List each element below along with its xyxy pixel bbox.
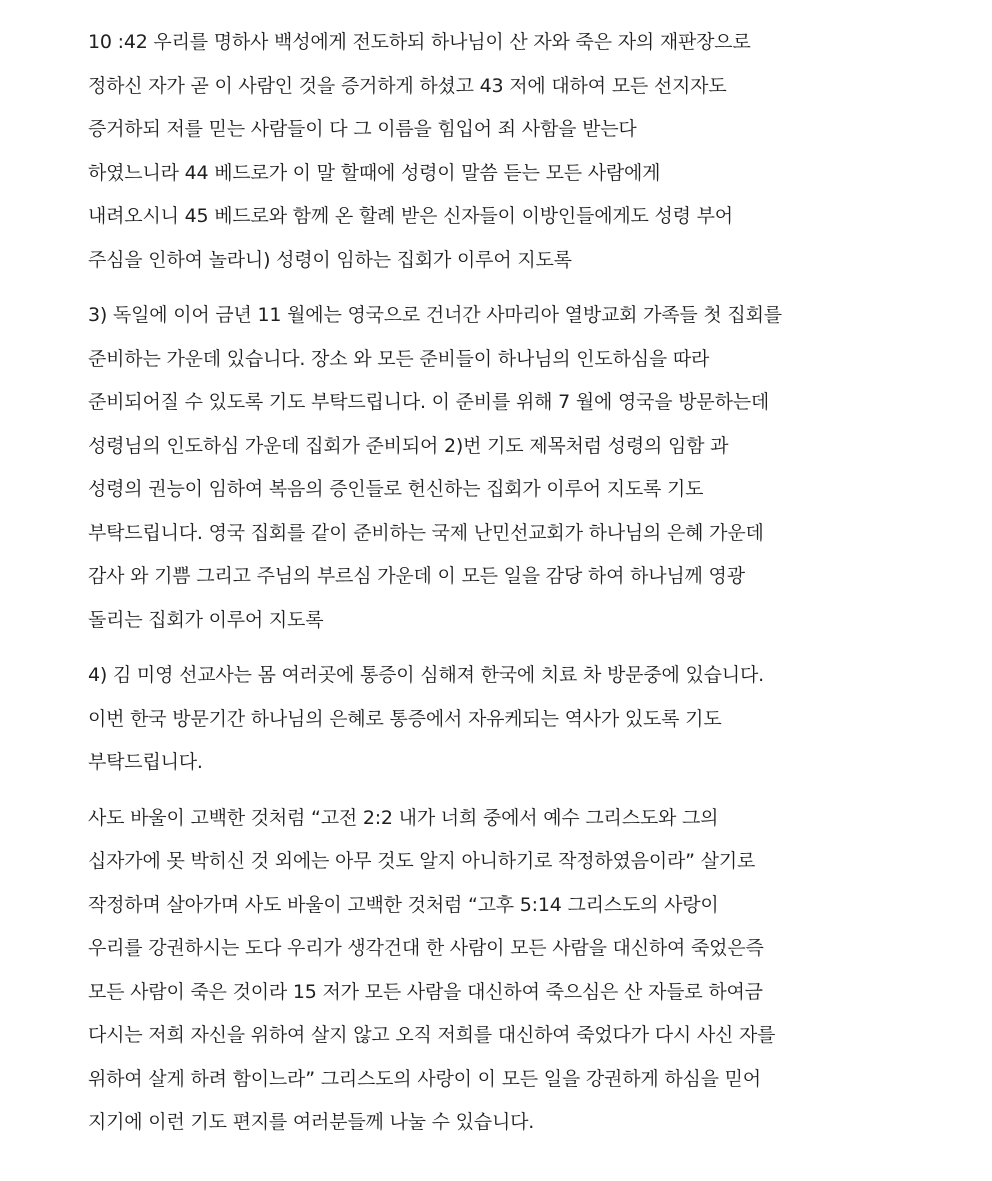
- text-line: 돌리는 집회가 이루어 지도록: [88, 608, 324, 631]
- text-line: 3) 독일에 이어 금년 11 월에는 영국으로 건너간 사마리아 열방교회 가족들 첫 집회를: [88, 304, 782, 326]
- text-line: 4) 김 미영 선교사는 몸 여러곳에 통증이 심해져 한국에 치료 차 방문중에 있습니다.: [88, 664, 764, 686]
- text-line: 성령의 권능이 임하여 복음의 증인들로 헌신하는 집회가 이루어 지도록 기도: [88, 478, 704, 500]
- paragraph-closing: [88, 802, 992, 1150]
- text-line: 10 :42 우리를 명하사 백성에게 전도하되 하나님이 산 자와 죽은 자의 재판장으로: [88, 31, 751, 53]
- text-line: 준비하는 가운데 있습니다. 장소 와 모든 준비들이 하나님의 인도하심을 따라: [88, 347, 710, 370]
- text-line: 감사 와 기쁨 그리고 주님의 부르심 가운데 이 모든 일을 감당 하여 하나님께 영광: [88, 565, 745, 587]
- text-line: 하였느니라 44 베드로가 이 말 할때에 성령이 말씀 듣는 모든 사람에게: [88, 161, 661, 184]
- text-line: 주심을 인하여 놀라니) 성령이 임하는 집회가 이루어 지도록: [88, 248, 572, 271]
- text-line: 준비되어질 수 있도록 기도 부탁드립니다. 이 준비를 위해 7 월에 영국을 방문하는데: [88, 391, 770, 413]
- text-line: 정하신 자가 곧 이 사람인 것을 증거하게 하셨고 43 저에 대하여 모든 선지자도: [88, 74, 727, 97]
- paragraph-acts-10: [88, 26, 992, 287]
- paragraph-prayer-item-4: [88, 659, 992, 790]
- text-line: 우리를 강권하시는 도다 우리가 생각건대 한 사람이 모든 사람을 대신하여 죽었은즉: [88, 937, 764, 959]
- text-line: 내려오시니 45 베드로와 함께 온 할례 받은 신자들이 이방인들에게도 성령 부어: [88, 205, 733, 227]
- text-line: 지기에 이런 기도 편지를 여러분들께 나눌 수 있습니다.: [88, 1111, 535, 1133]
- text-line: 사도 바울이 고백한 것처럼 “고전 2:2 내가 너희 중에서 예수 그리스도와 그의: [88, 806, 719, 829]
- paragraph-prayer-item-3: [88, 299, 992, 647]
- text-line: 부탁드립니다.: [88, 751, 203, 773]
- text-line: 부탁드립니다. 영국 집회를 같이 준비하는 국제 난민선교회가 하나님의 은혜 가운데: [88, 521, 764, 544]
- text-line: 위하여 살게 하려 함이느라” 그리스도의 사랑이 이 모든 일을 강권하게 하심을 믿어: [88, 1067, 761, 1090]
- text-line: 다시는 저희 자신을 위하여 살지 않고 오직 저희를 대신하여 죽었다가 다시 사신 자를: [88, 1024, 776, 1046]
- text-line: 작정하며 살아가며 사도 바울이 고백한 것처럼 “고후 5:14 그리스도의 사랑이: [88, 893, 719, 916]
- text-line: 이번 한국 방문기간 하나님의 은혜로 통증에서 자유케되는 역사가 있도록 기도: [88, 707, 722, 730]
- text-line: 증거하되 저를 믿는 사람들이 다 그 이름을 힘입어 죄 사함을 받는다: [88, 118, 637, 140]
- text-line: 십자가에 못 박히신 것 외에는 아무 것도 알지 아니하기로 작정하였음이라” 살기로: [88, 850, 756, 872]
- text-line: 성령님의 인도하심 가운데 집회가 준비되어 2)번 기도 제목처럼 성령의 임함 과: [88, 434, 729, 457]
- text-line: 모든 사람이 죽은 것이라 15 저가 모든 사람을 대신하여 죽으심은 산 자들로 하여금: [88, 980, 763, 1003]
